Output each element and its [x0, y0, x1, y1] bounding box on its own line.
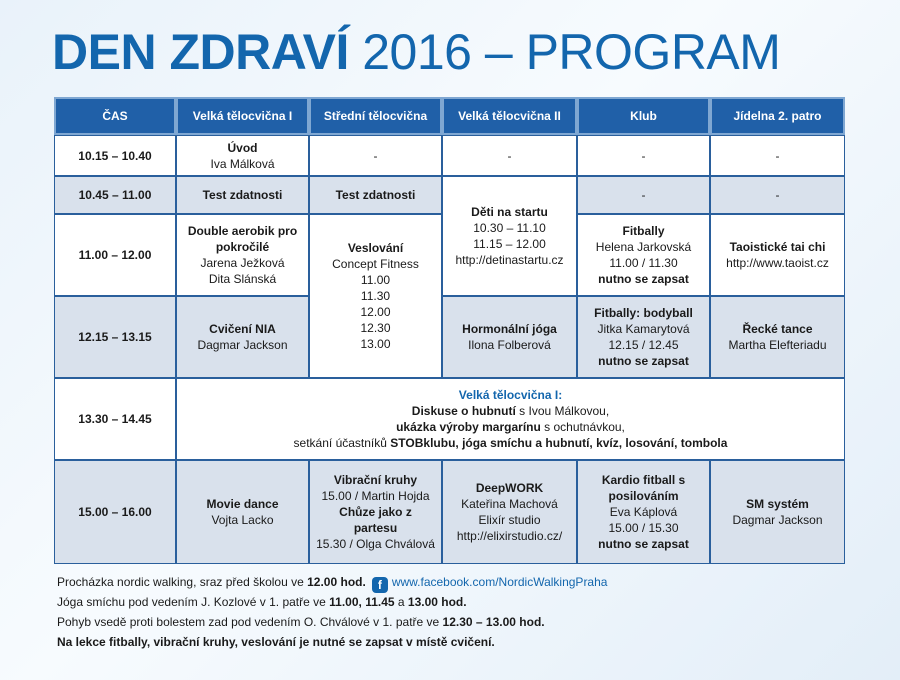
header-stredni: Střední tělocvična — [309, 97, 442, 135]
empty-cell: - — [710, 135, 845, 176]
program-cell — [710, 460, 845, 564]
program-person: Dagmar Jackson — [197, 338, 288, 352]
table-row — [54, 378, 845, 460]
program-cell — [176, 296, 309, 378]
program-person: Dagmar Jackson — [732, 513, 823, 527]
empty-cell: - — [442, 135, 577, 176]
program-link: http://www.taoist.cz — [726, 256, 829, 270]
title-rest: 2016 – PROGRAM — [348, 24, 781, 80]
signup-note: nutno se zapsat — [598, 354, 689, 368]
program-title: Hormonální jóga — [462, 322, 557, 336]
program-time: 11.00 — [360, 273, 391, 287]
program-person: Dita Slánská — [208, 272, 277, 286]
program-title: Fitbally: bodyball — [594, 306, 693, 320]
footer-notes — [57, 572, 857, 652]
veslovani-cell — [309, 214, 442, 378]
program-time: 12.15 / 12.45 — [608, 338, 679, 352]
program-title: Veslování — [347, 241, 404, 255]
program-time: 13.00 — [360, 337, 391, 351]
footer-line-note: Na lekce fitbally, vibrační kruhy, veslování je nutné se zapsat v místě cvičení. — [57, 635, 495, 649]
header-klub: Klub — [577, 97, 710, 135]
empty-cell: - — [710, 176, 845, 214]
program-cell — [577, 460, 710, 564]
program-cell — [577, 296, 710, 378]
program-title: Taoistické tai chi — [729, 240, 826, 254]
program-person: Vojta Lacko — [211, 513, 274, 527]
program-person: Jarena Ježková — [200, 256, 285, 270]
header-time: ČAS — [54, 97, 176, 135]
empty-cell: - — [577, 135, 710, 176]
table-row — [54, 176, 845, 214]
footer-line-nordic: Procházka nordic walking, sraz před školou ve 12.00 hod. f www.facebook.com/NordicWalkingPraha — [57, 575, 608, 592]
program-link: http://elixirstudio.cz/ — [456, 529, 563, 543]
program-cell — [176, 214, 309, 296]
program-cell-wide — [176, 378, 845, 460]
page-title — [52, 22, 852, 82]
table-row — [54, 135, 845, 176]
program-person: Martha Elefteriadu — [728, 338, 827, 352]
program-person: Jitka Kamarytová — [597, 322, 690, 336]
program-title: Fitbally — [622, 224, 665, 238]
program-place: Velká tělocvična I: — [458, 388, 563, 402]
program-time: 11.30 — [360, 289, 391, 303]
facebook-icon: f — [372, 577, 388, 593]
program-person: Kateřina Machová — [461, 497, 558, 511]
program-time: 11.00 / 11.30 — [609, 256, 678, 270]
program-link: http://detinastartu.cz — [455, 253, 564, 267]
program-cell: Test zdatnosti — [176, 176, 309, 214]
deti-na-startu-cell — [442, 176, 577, 296]
program-line: ukázka výroby margarínu s ochutnávkou, — [396, 420, 625, 434]
program-table — [54, 97, 845, 564]
program-subtitle: Concept Fitness — [332, 257, 419, 271]
program-title: Chůze jako z partesu — [339, 505, 412, 535]
program-title: Movie dance — [206, 497, 279, 511]
time-cell: 11.00 – 12.00 — [54, 214, 176, 296]
program-cell — [710, 296, 845, 378]
program-title: SM systém — [746, 497, 809, 511]
program-title: Úvod — [227, 140, 258, 155]
program-person: Ilona Folberová — [468, 338, 551, 352]
footer-line-joga: Jóga smíchu pod vedením J. Kozlové v 1. patře ve 11.00, 11.45 a 13.00 hod. — [57, 595, 467, 609]
program-cell — [442, 460, 577, 564]
signup-note: nutno se zapsat — [598, 537, 689, 551]
program-time: 11.15 – 12.00 — [473, 237, 546, 251]
program-time: 15.00 / Martin Hojda — [321, 489, 430, 503]
signup-note: nutno se zapsat — [598, 272, 689, 286]
program-person: Iva Málková — [210, 156, 275, 171]
program-title: Double aerobik pro pokročilé — [187, 224, 298, 254]
program-cell — [710, 214, 845, 296]
program-cell — [442, 296, 577, 378]
program-title: DeepWORK — [475, 481, 544, 495]
program-cell — [577, 214, 710, 296]
program-cell — [176, 135, 309, 176]
time-cell: 12.15 – 13.15 — [54, 296, 176, 378]
table-header-row — [54, 97, 845, 135]
program-cell — [176, 460, 309, 564]
footer-line-pohyb: Pohyb vsedě proti bolestem zad pod vedením O. Chválové v 1. patře ve 12.30 – 13.00 hod. — [57, 615, 545, 629]
program-time: 12.30 — [360, 321, 391, 335]
time-cell: 13.30 – 14.45 — [54, 378, 176, 460]
program-studio: Elixír studio — [478, 513, 541, 527]
table-row — [54, 460, 845, 564]
header-velka-2: Velká tělocvična II — [442, 97, 577, 135]
program-time: 15.30 / Olga Chválová — [316, 537, 435, 551]
empty-cell: - — [577, 176, 710, 214]
table-row — [54, 296, 845, 378]
program-time: 15.00 / 15.30 — [608, 521, 679, 535]
time-cell: 10.45 – 11.00 — [54, 176, 176, 214]
time-cell: 15.00 – 16.00 — [54, 460, 176, 564]
title-bold: DEN ZDRAVÍ — [52, 24, 349, 80]
header-velka-1: Velká tělocvična I — [176, 97, 309, 135]
program-cell — [309, 460, 442, 564]
program-person: Eva Káplová — [609, 505, 678, 519]
program-time: 12.00 — [360, 305, 391, 319]
program-title: Cvičení NIA — [209, 322, 276, 336]
program-person: Helena Jarkovská — [595, 240, 692, 254]
program-title: Řecké tance — [742, 322, 813, 336]
empty-cell: - — [309, 135, 442, 176]
program-title: Vibrační kruhy — [333, 473, 418, 487]
facebook-link[interactable]: www.facebook.com/NordicWalkingPraha — [391, 575, 608, 589]
program-title: Děti na startu — [471, 205, 548, 219]
time-cell: 10.15 – 10.40 — [54, 135, 176, 176]
program-cell: Test zdatnosti — [309, 176, 442, 214]
header-jidelna: Jídelna 2. patro — [710, 97, 845, 135]
program-time: 10.30 – 11.10 — [473, 221, 546, 235]
program-title: Kardio fitball s posilováním — [601, 473, 686, 503]
program-line: setkání účastníků STOBklubu, jóga smíchu a hubnutí, kvíz, losování, tombola — [293, 436, 728, 450]
program-line: Diskuse o hubnutí s Ivou Málkovou, — [411, 404, 610, 418]
